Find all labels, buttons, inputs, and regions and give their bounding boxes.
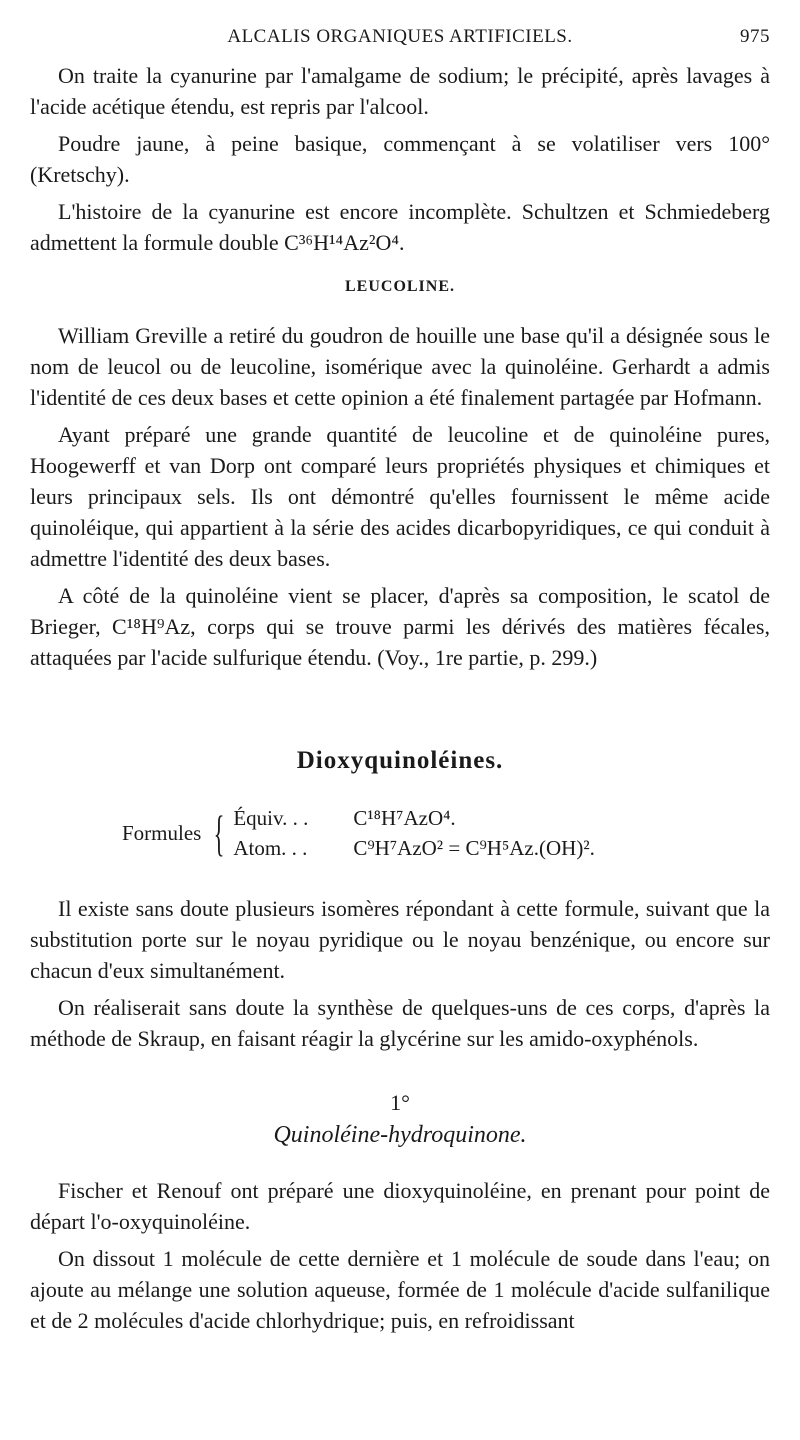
paragraph: On traite la cyanurine par l'amalgame de sodium; le précipité, après lavages à l'acide acétique étendu, est repris par l'alcool. [30,63,770,119]
paragraph: Fischer et Renouf ont préparé une dioxyquinoléine, en prenant pour point de départ l'o-oxyquinoléine. [30,1178,770,1234]
page-body [30,60,770,1342]
formula-value: C⁹H⁷AzO² = C⁹H⁵Az.(OH)². [353,836,595,860]
formula-block [122,803,770,863]
paragraph: Ayant préparé une grande quantité de leucoline et de quinoléine pures, Hoogewerff et van Dorp ont comparé leurs propriétés physiques et chimiques et leurs principaux sels. Ils ont démontré qu'elles fournissent le même acide quinoléique, qui appartient à la série des acides dicarbopyridiques, ce qui conduit à admettre l'identité des deux bases. [30,422,770,571]
formula-label: Formules [122,820,202,845]
subsection-numeral: 1° [390,1090,410,1115]
formula-rows [233,803,595,863]
brace-glyph: { [213,805,225,861]
running-title: ALCALIS ORGANIQUES ARTIFICIELS. [227,26,573,47]
page-number: 975 [740,26,770,47]
paragraph: Il existe sans doute plusieurs isomères répondant à cette formule, suivant que la substitution porte sur le noyau pyridique ou le noyau benzénique, ou encore sur chacun d'eux simultanément. [30,896,770,983]
paragraph: William Greville a retiré du goudron de houille une base qu'il a désignée sous le nom de leucol ou de leucoline, isomérique avec la quinoléine. Gerhardt a admis l'identité de ces deux bases et cette opinion a été finalement partagée par Hofmann. [30,323,770,410]
formula-row [233,833,595,863]
section-heading-leucoline: LEUCOLINE. [344,278,456,295]
subsection-title: Quinoléine-hydroquinone. [273,1122,527,1148]
formula-system: Équiv. . . [233,806,309,830]
paragraph: L'histoire de la cyanurine est encore incomplète. Schultzen et Schmiedeberg admettent la formule double C³⁶H¹⁴Az²O⁴. [30,199,770,255]
formula-row [233,803,595,833]
paragraph: Poudre jaune, à peine basique, commençant à se volatiliser vers 100° (Kretschy). [30,131,770,187]
paragraph: On réaliserait sans doute la synthèse de quelques-uns de ces corps, d'après la méthode de Skraup, en faisant réagir la glycérine sur les amido-oxyphénols. [30,995,770,1051]
section-title-dioxyquinoleines: Dioxyquinoléines. [296,747,504,774]
formula-system: Atom. . . [233,836,308,860]
formula-value: C¹⁸H⁷AzO⁴. [353,806,456,830]
running-head [0,26,800,52]
paragraph: A côté de la quinoléine vient se placer, d'après sa composition, le scatol de Brieger, C¹⁸H⁹Az, corps qui se trouve parmi les dérivés des matières fécales, attaquées par l'acide sulfurique étendu. (Voy., 1re partie, p. 299.) [30,583,770,670]
paragraph: On dissout 1 molécule de cette dernière et 1 molécule de soude dans l'eau; on ajoute au mélange une solution aqueuse, formée de 1 molécule d'acide sulfanilique et de 2 molécules d'acide chlorhydrique; puis, en refroidissant [30,1246,770,1333]
